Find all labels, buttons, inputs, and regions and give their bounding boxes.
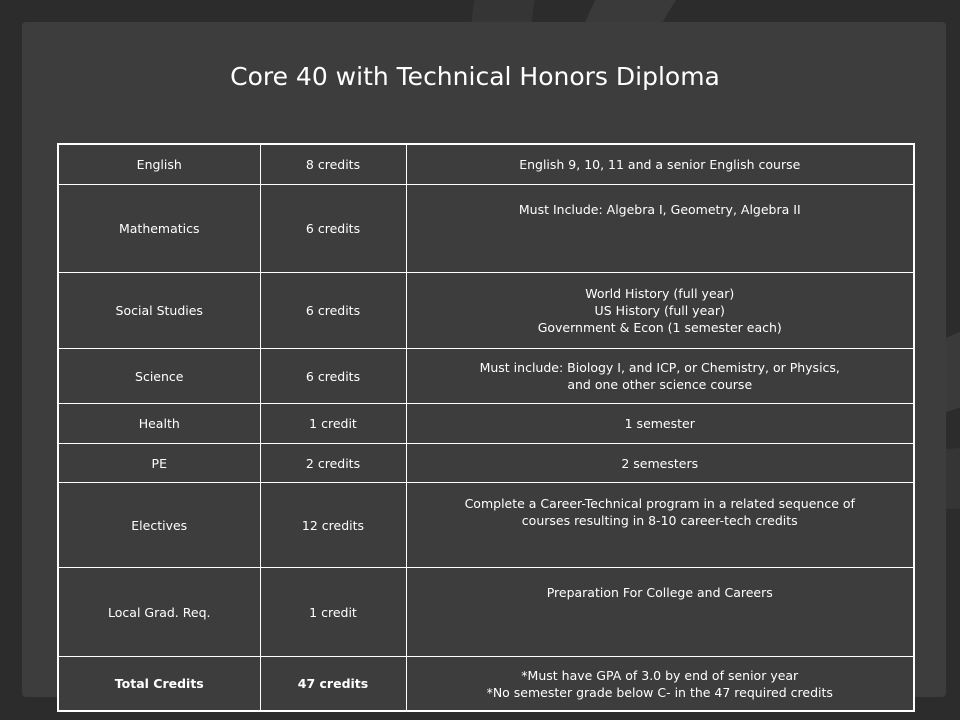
subject-cell: Science	[58, 349, 260, 404]
table-row	[58, 568, 914, 657]
credits-table	[57, 143, 915, 712]
table-row	[58, 349, 914, 404]
subject-cell: Mathematics	[58, 185, 260, 273]
credits-cell: 1 credit	[260, 568, 406, 657]
details-line: Must Include: Algebra I, Geometry, Algebra II	[518, 202, 801, 217]
slide-title: Core 40 with Technical Honors Diploma	[230, 62, 720, 91]
table-row-total	[58, 657, 914, 712]
credits-cell: 12 credits	[260, 483, 406, 568]
details-line: *Must have GPA of 3.0 by end of senior year	[521, 667, 799, 683]
table-row	[58, 185, 914, 273]
details-cell	[406, 404, 914, 444]
table-row	[58, 273, 914, 349]
details-cell	[406, 349, 914, 404]
subject-cell: Local Grad. Req.	[58, 568, 260, 657]
table-row	[58, 483, 914, 568]
subject-cell: Electives	[58, 483, 260, 568]
details-line: and one other science course	[567, 377, 753, 392]
details-line: *No semester grade below C- in the 47 required credits	[486, 684, 833, 700]
details-line: 1 semester	[624, 416, 695, 431]
credits-cell: 1 credit	[260, 404, 406, 444]
table-row	[58, 144, 914, 185]
details-line: US History (full year)	[594, 303, 725, 318]
table-row	[58, 404, 914, 444]
subject-cell: English	[58, 144, 260, 185]
details-line: 2 semesters	[621, 455, 699, 471]
details-cell	[406, 657, 914, 712]
details-cell	[406, 185, 914, 273]
subject-cell: Health	[58, 404, 260, 444]
credits-cell: 8 credits	[260, 144, 406, 185]
details-line: Must include: Biology I, and ICP, or Chemistry, or Physics,	[479, 360, 840, 375]
details-cell	[406, 144, 914, 185]
credits-cell: 6 credits	[260, 273, 406, 349]
details-line: World History (full year)	[585, 286, 735, 301]
credits-cell: 6 credits	[260, 349, 406, 404]
details-cell	[406, 568, 914, 657]
subject-cell: PE	[58, 444, 260, 483]
details-cell	[406, 273, 914, 349]
details-line: Complete a Career-Technical program in a related sequence of	[464, 496, 855, 511]
details-cell	[406, 483, 914, 568]
credits-cell: 2 credits	[260, 444, 406, 483]
subject-cell: Social Studies	[58, 273, 260, 349]
details-line: Preparation For College and Careers	[546, 585, 773, 600]
details-line: English 9, 10, 11 and a senior English course	[519, 157, 801, 172]
credits-table-container	[57, 143, 913, 712]
credits-cell: 6 credits	[260, 185, 406, 273]
details-cell	[406, 444, 914, 483]
details-line: Government & Econ (1 semester each)	[537, 320, 782, 335]
details-line: courses resulting in 8-10 career-tech credits	[521, 513, 798, 528]
subject-cell: Total Credits	[58, 657, 260, 712]
credits-cell: 47 credits	[260, 657, 406, 712]
table-row	[58, 444, 914, 483]
